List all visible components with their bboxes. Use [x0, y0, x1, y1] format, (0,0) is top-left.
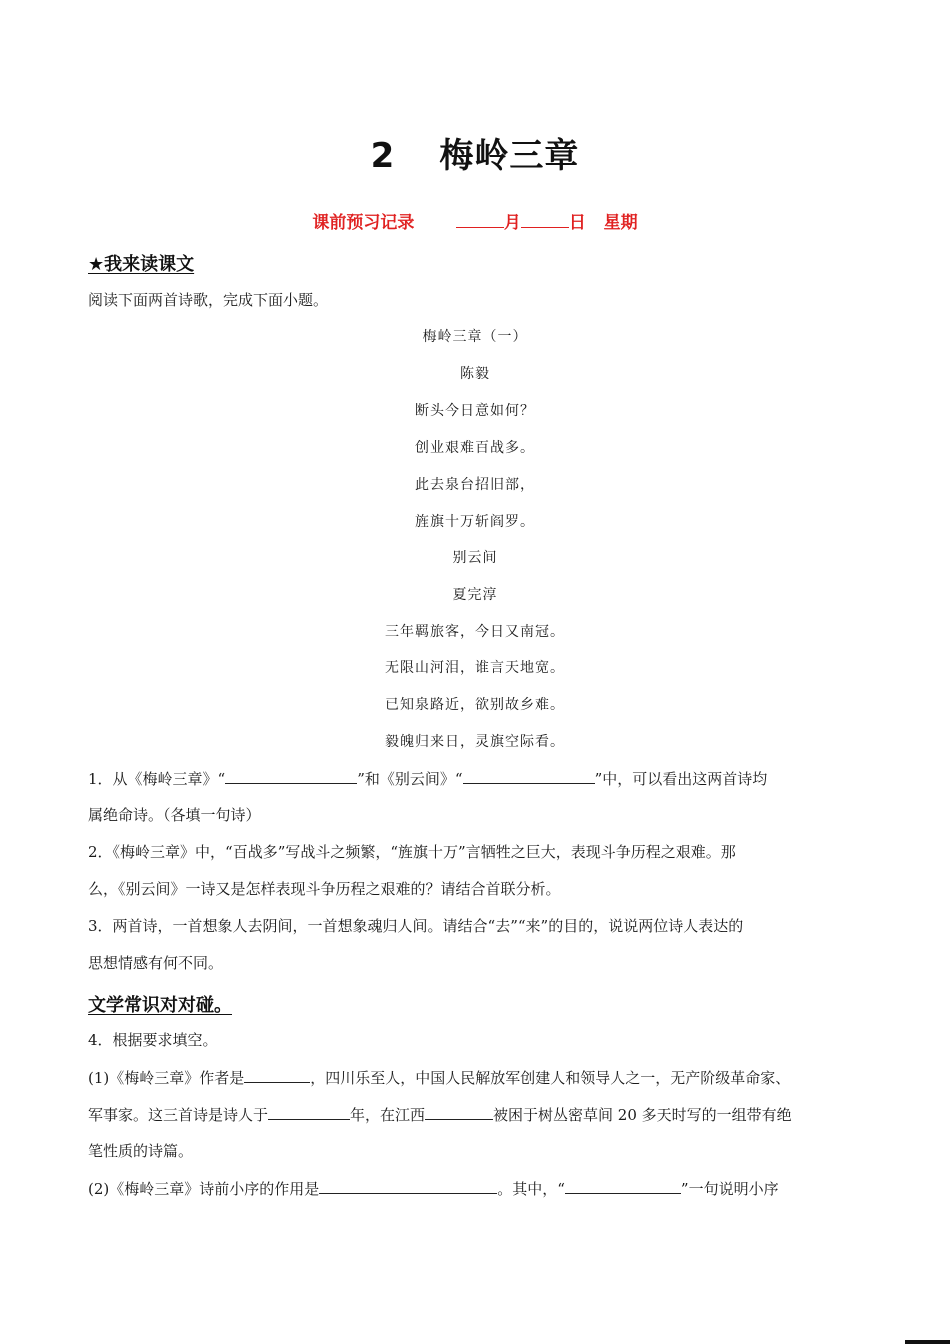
question-text: (1)《梅岭三章》作者是: [88, 1069, 245, 1087]
day-label: 日: [568, 213, 586, 233]
question-text: (2)《梅岭三章》诗前小序的作用是: [88, 1180, 320, 1198]
lesson-title: [0, 128, 950, 177]
question-2: 2．《梅岭三章》中，“百战多”写战斗之频繁，“旌旗十万”言牺牲之巨大，表现斗争历程之艰难。那: [88, 843, 736, 861]
question-4-part1: [88, 1067, 863, 1088]
section-heading-read: ★我来读课文: [88, 254, 195, 275]
question-text: 。其中，“: [497, 1180, 565, 1198]
poem2-line: 无限山河泪，谁言天地宽。: [385, 660, 565, 676]
question-1-cont: 属绝命诗。（各填一句诗）: [88, 806, 261, 824]
question-3-cont: 思想情感有何不同。: [88, 954, 224, 972]
question-text: ”一句说明小序: [680, 1180, 779, 1198]
question-4-part1-end: 笔性质的诗篇。: [88, 1142, 194, 1160]
lesson-number: 2: [370, 136, 396, 176]
poem1-line: 断头今日意如何？: [415, 403, 535, 419]
day-blank[interactable]: [521, 212, 569, 228]
question-2-cont: 么，《别云间》一诗又是怎样表现斗争历程之艰难的？请结合首联分析。: [88, 880, 561, 898]
answer-blank[interactable]: [565, 1178, 681, 1194]
answer-blank[interactable]: [244, 1067, 310, 1083]
question-4-part2: [88, 1178, 863, 1199]
answer-blank[interactable]: [425, 1104, 493, 1120]
poem1-line: 此去泉台招旧部，: [415, 477, 535, 493]
week-label: 星期: [603, 213, 638, 233]
question-text: ，四川乐至人，中国人民解放军创建人和领导人之一，无产阶级革命家、: [310, 1069, 791, 1087]
question-4-part1-cont: [88, 1104, 863, 1125]
answer-blank[interactable]: [225, 768, 357, 784]
question-4: 4．根据要求填空。: [88, 1031, 218, 1049]
month-blank[interactable]: [456, 212, 504, 228]
section-heading-literature: 文学常识对对碰。: [88, 995, 232, 1016]
poem2-author: 夏完淳: [452, 587, 498, 603]
question-1: [88, 768, 863, 789]
poem2-line: 三年羁旅客，今日又南冠。: [385, 624, 565, 640]
question-text: 1．从《梅岭三章》“: [88, 770, 226, 788]
poem2-line: 已知泉路近，欲别故乡难。: [385, 697, 565, 713]
question-text: 年，在江西: [350, 1106, 426, 1124]
question-text: ”中，可以看出这两首诗均: [594, 770, 768, 788]
question-text: 被困于树丛密草间 20 多天时写的一组带有绝: [493, 1106, 792, 1124]
answer-blank[interactable]: [463, 768, 595, 784]
poem1-line: 创业艰难百战多。: [415, 440, 535, 456]
page-corner-bar: [905, 1340, 950, 1344]
answer-blank[interactable]: [268, 1104, 350, 1120]
reading-intro: 阅读下面两首诗歌，完成下面小题。: [88, 291, 329, 309]
lesson-name: 梅岭三章: [439, 136, 580, 176]
poem2-title: 别云间: [452, 550, 498, 566]
record-label: 课前预习记录: [312, 213, 415, 233]
poem1-author: 陈毅: [460, 366, 490, 382]
month-label: 月: [503, 213, 521, 233]
answer-blank[interactable]: [319, 1178, 497, 1194]
poem2-line: 毅魄归来日，灵旗空际看。: [385, 734, 565, 750]
question-3: 3．两首诗，一首想象人去阴间，一首想象魂归人间。请结合“去”“来”的目的，说说两位诗人表达的: [88, 917, 744, 935]
question-text: ”和《别云间》“: [357, 770, 463, 788]
poem1-title: 梅岭三章（一）: [422, 329, 528, 345]
poem1-line: 旌旗十万斩阎罗。: [415, 514, 535, 530]
question-text: 军事家。这三首诗是诗人于: [88, 1106, 269, 1124]
preview-record-line: [0, 208, 950, 233]
